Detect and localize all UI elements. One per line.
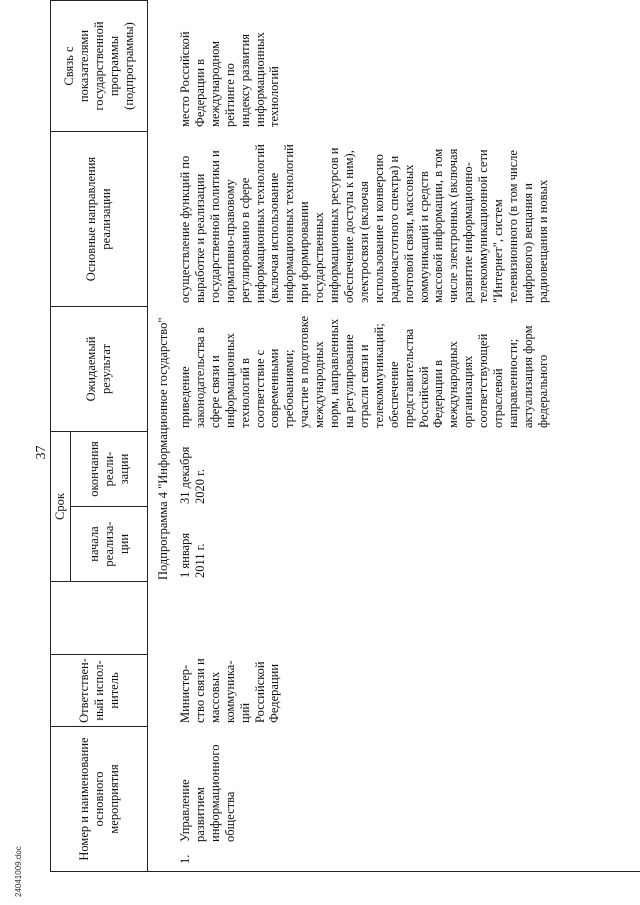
header-link: Связь с показателями государственной программы (подпрограммы) xyxy=(61,21,136,111)
row-responsible: Министер- ство связи и массовых коммуника- ций Российской Федерации xyxy=(178,658,282,723)
row-link: место Российской Федерации в международном рейтинге по индексу развития информационных технологий xyxy=(178,31,282,127)
col-divider-3 xyxy=(50,581,147,582)
subprogram-title: Подпрограмма 4 "Информационное государство" xyxy=(156,317,170,580)
header-term: Срок xyxy=(53,493,67,520)
row-end-date: 31 декабря 2020 г. xyxy=(178,446,207,504)
table-left-border xyxy=(50,871,640,872)
activities-table xyxy=(50,0,640,872)
header-name: Номер и наименование основного мероприятия xyxy=(76,737,121,861)
header-term-start: начала реализа- ции xyxy=(86,521,131,567)
page-number: 37 xyxy=(34,445,49,460)
row-start-date: 1 января 2011 г. xyxy=(178,532,207,578)
header-bottom-border xyxy=(147,0,148,872)
header-term-end: окончания реали- зации xyxy=(86,441,131,497)
header-result: Ожидаемый результат xyxy=(84,336,113,402)
row-result: приведение законодательства в сфере связи и информационных технологий в соответствие с современными требованиями; участие в подготовке международных норм, направленных на регулирование отрасли связи и телекоммуникаций; обеспечение представительства Российской Федерации в международных организациях соответствующей отраслевой направленности; актуализация форм федерального xyxy=(178,315,550,428)
row-directions: осуществление функций по выработке и реализации государственной политики и нормативно-правовому регулированию в сфере информационных технологий (включая использование информационных технологий при формировании государственных информационных ресурсов и обеспечение доступа к ним), электросвязи (включая использование и конверсию радиочастотного спектра) и почтовой связи, массовых коммуникаций и средств массовой информации, в том числе электронных (включая развитие информационно- телекоммуникационной сети "Интернет", систем телевизионного (в том числе цифрового) вещания и радиовещания и новых xyxy=(178,144,550,303)
header-responsible: Ответствен- ный испол- нитель xyxy=(76,658,121,723)
document-id: 24041009.doc xyxy=(14,846,23,897)
header-directions: Основные направления реализации xyxy=(84,156,113,282)
row-name: Управление развитием информационного общества xyxy=(178,744,237,842)
row-number: 1. xyxy=(178,854,192,864)
